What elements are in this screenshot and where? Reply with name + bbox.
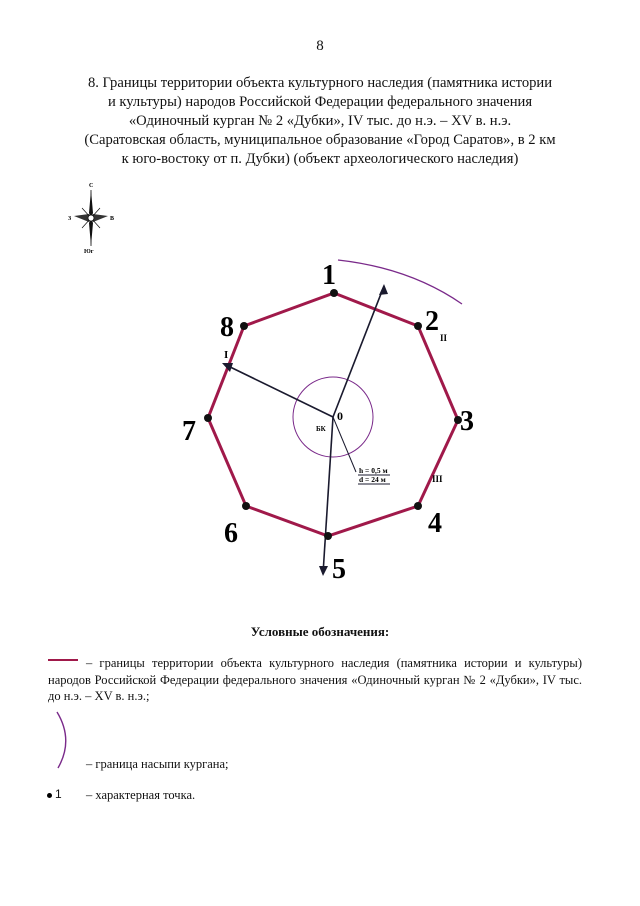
boundary-point (414, 502, 422, 510)
legend-boundary-row (48, 655, 582, 705)
heading-line: 8. Границы территории объекта культурного наследия (памятника истории (87, 75, 553, 91)
point-label: 4 (428, 508, 442, 539)
center-label: 0 (337, 409, 343, 423)
point-label: 1 (322, 260, 336, 291)
compass-east-label: В (110, 216, 115, 222)
compass-north-label: С (89, 183, 94, 189)
boundary-point (204, 414, 212, 422)
point-label: 6 (224, 518, 238, 549)
legend-mound-swatch (52, 710, 74, 772)
direction-label: I (224, 349, 229, 361)
legend-point-text: – характерная точка. (86, 788, 196, 802)
boundary-point (240, 322, 248, 330)
heading-line: к юго-востоку от п. Дубки) (объект археологического наследия) (121, 151, 519, 167)
legend-boundary-text: – границы территории объекта культурного наследия (памятника истории и культуры) народов Российской Федерации федерального значения «Одиночный курган № 2 «Дубки», IV тыс. до н.э. – XV в. н.э.; (48, 656, 582, 703)
compass-south-label: Юг (84, 249, 94, 254)
mound-boundary-arc (338, 260, 462, 304)
direction-label: II (440, 333, 448, 343)
point-label: 2 (425, 306, 439, 337)
point-label: 5 (332, 554, 346, 585)
document-heading (50, 74, 590, 169)
compass-rose-icon (64, 178, 124, 254)
point-label: 3 (460, 406, 474, 437)
legend-title: Условные обозначения: (250, 624, 390, 639)
boundary-plan (170, 244, 500, 589)
legend-point-swatch (47, 793, 52, 798)
center-sublabel: БК (316, 425, 326, 433)
dimension-diameter: d = 24 м (359, 475, 386, 484)
legend-point-label: 1 (55, 787, 62, 801)
dimension-height: h = 0,5 м (359, 466, 388, 475)
legend-mound-text: – граница насыпи кургана; (86, 757, 229, 771)
point-label: 7 (182, 416, 196, 447)
boundary-point (414, 322, 422, 330)
heading-line: (Саратовская область, муниципальное образование «Город Саратов», в 2 км (84, 132, 556, 148)
compass-west-label: З (68, 216, 72, 222)
point-label: 8 (220, 312, 234, 343)
heading-line: «Одиночный курган № 2 «Дубки», IV тыс. до н.э. – XV в. н.э. (128, 113, 512, 129)
boundary-point (324, 532, 332, 540)
boundary-point (242, 502, 250, 510)
heading-line: и культуры) народов Российской Федерации федерального значения (107, 94, 533, 110)
direction-label: III (432, 474, 443, 484)
page-number: 8 (316, 38, 324, 54)
